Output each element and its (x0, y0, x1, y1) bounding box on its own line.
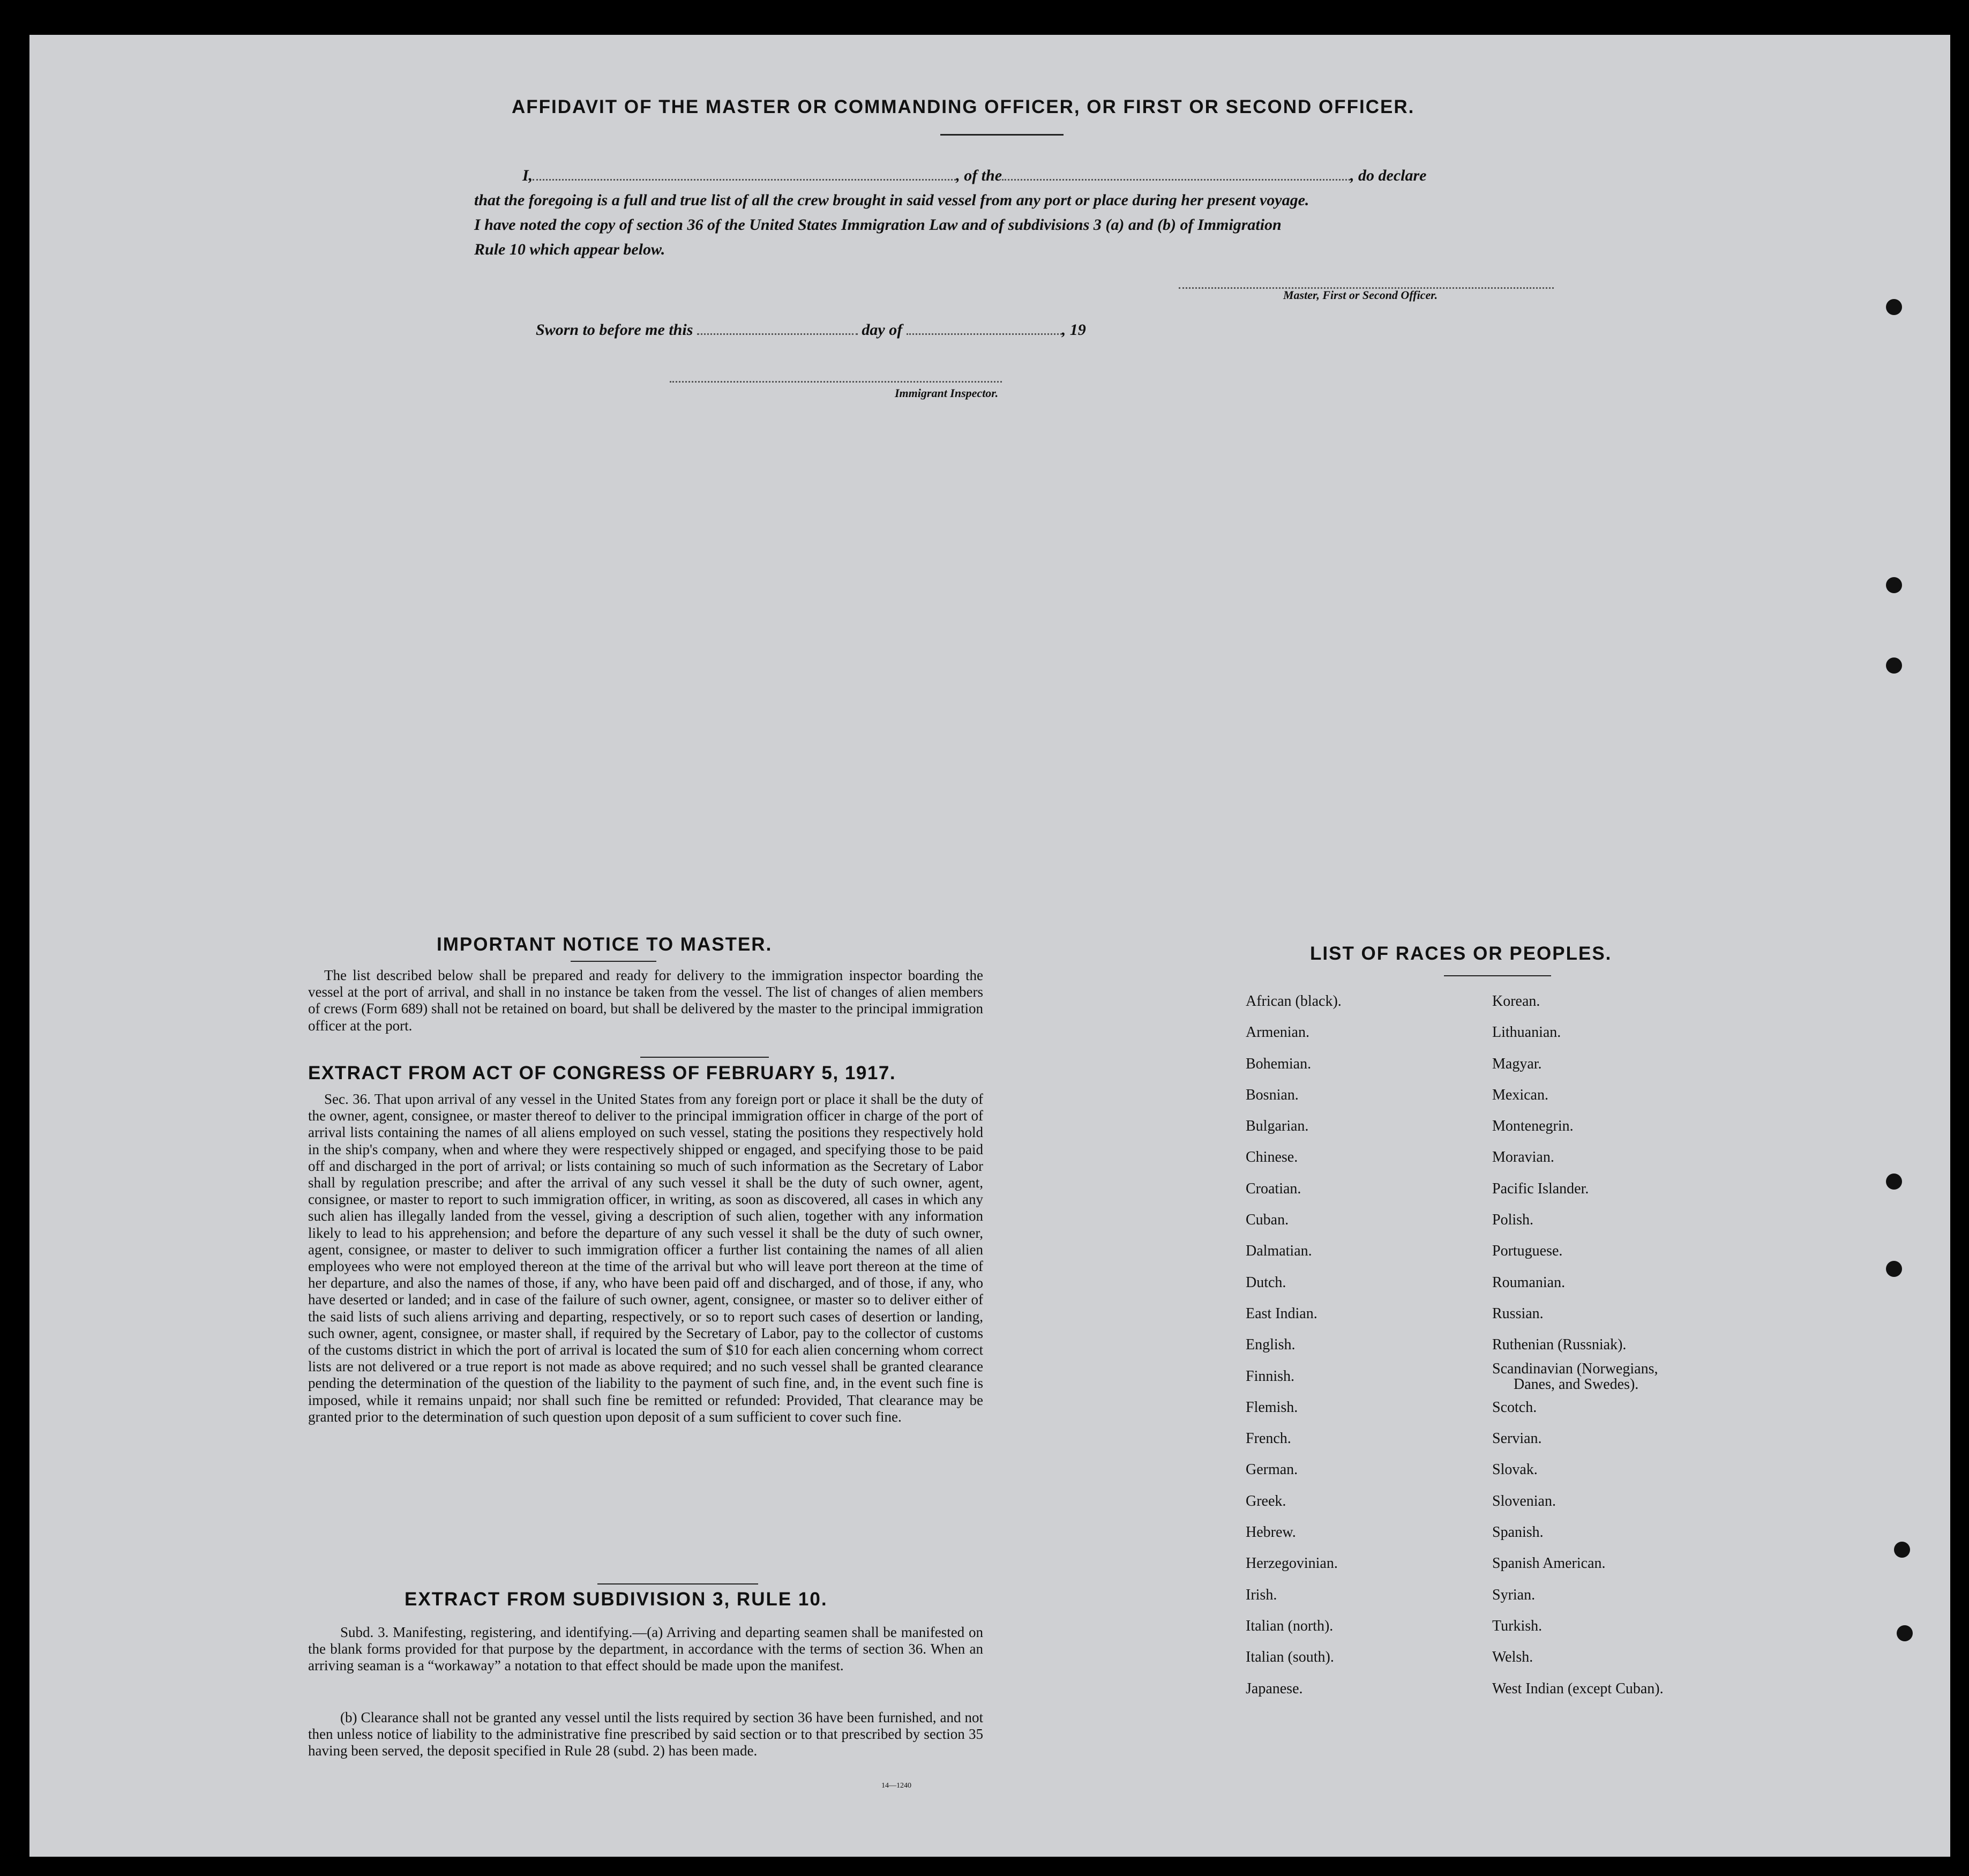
race-item: Polish. (1492, 1212, 1534, 1229)
name-blank (533, 176, 956, 181)
subdivision-text-a: Subd. 3. Manifesting, registering, and identifying.—(a) Arriving and departing seamen shall be manifested on the blank forms provided for that purpose by the department, in accordance with the terms of section 36. When an arriving seaman is a “workaway” a notation to that effect should be made upon the manifest. (308, 1624, 983, 1674)
race-item: Irish. (1246, 1586, 1277, 1603)
race-item: Spanish American. (1492, 1555, 1606, 1572)
month-blank (907, 330, 1062, 335)
affidavit-title-rule (940, 134, 1064, 136)
punch-hole (1886, 1174, 1902, 1190)
race-item: Flemish. (1246, 1399, 1298, 1416)
race-item: Chinese. (1246, 1149, 1298, 1166)
race-item: Cuban. (1246, 1212, 1289, 1229)
affidavit-i: I, (522, 167, 533, 184)
races-title-rule (1444, 975, 1551, 976)
affidavit-line-1 (474, 163, 1562, 188)
race-item: Pacific Islander. (1492, 1180, 1589, 1197)
race-item: African (black). (1246, 993, 1342, 1010)
race-item: Bulgarian. (1246, 1118, 1309, 1135)
races-column-1 (1246, 986, 1342, 1705)
act-title: EXTRACT FROM ACT OF CONGRESS OF FEBRUARY 5, 1917. (308, 1063, 896, 1083)
race-item: Syrian. (1492, 1586, 1536, 1603)
race-item: Dalmatian. (1246, 1243, 1312, 1260)
race-item: Russian. (1492, 1305, 1544, 1322)
race-item-scandinavian: Scandinavian (Norwegians, Danes, and Swedes). (1492, 1360, 1658, 1393)
race-item: Moravian. (1492, 1149, 1554, 1166)
race-item: West Indian (except Cuban). (1492, 1680, 1664, 1697)
inspector-caption: Immigrant Inspector. (895, 386, 999, 400)
race-item: Bosnian. (1246, 1086, 1299, 1103)
act-rule (597, 1583, 758, 1584)
race-item: Japanese. (1246, 1680, 1303, 1697)
race-item: Croatian. (1246, 1180, 1301, 1197)
race-item: Italian (north). (1246, 1617, 1334, 1634)
notice-title: IMPORTANT NOTICE TO MASTER. (437, 934, 773, 955)
subdivision-text-b: (b) Clearance shall not be granted any vessel until the lists required by section 36 have been furnished, and not then unless notice of liability to the administrative fine prescribed by said section or to that prescribed by section 35 having been served, the deposit specified in Rule 28 (subd. 2) has been made. (308, 1709, 983, 1759)
punch-hole (1897, 1625, 1913, 1641)
race-item: Portuguese. (1492, 1243, 1563, 1260)
day-blank (697, 330, 858, 335)
sworn-line (536, 318, 1623, 342)
race-item: Bohemian. (1246, 1055, 1312, 1072)
act-text: Sec. 36. That upon arrival of any vessel in the United States from any foreign port or place it shall be the duty of the owner, agent, consignee, or master thereof to deliver to the principal immigration officer in charge of the port of arrival lists containing the names of all aliens employed on such vessel, stating the positions they respectively hold in the ship's company, when and where they were respectively shipped or engaged, and specifying those to be paid off and discharged in the port of arrival; or lists containing so much of such information as the Secretary of Labor shall by regulation prescribe; and after the arrival of any such vessel it shall be the duty of such owner, agent, consignee, or master to report to such immigration officer, in writing, as soon as discovered, all cases in which any such alien has illegally landed from the vessel, giving a description of such alien, together with any information likely to lead to his apprehension; and before the departure of any such vessel it shall be the duty of such owner, agent, consignee, or master to deliver to such immigration officer a further list containing the names of all alien employees who were not employed thereon at the time of the arrival but who will leave port thereon at the time of her departure, and also the names of those, if any, who have been paid off and discharged, and of those, if any, who have deserted or landed; and in case of the failure of such owner, agent, consignee, or master so to deliver either of the said lists of such aliens arriving and departing, respectively, or so to report such cases of desertion or landing, such owner, agent, consignee, or master shall, if required by the Secretary of Labor, pay to the collector of customs of the customs district in which the port of arrival is located the sum of $10 for each alien concerning whom correct lists are not delivered or a true report is not made as above required; and no such vessel shall be granted clearance pending the determination of the question of the liability to the payment of such fine, and, in the event such fine is imposed, while it remains unpaid; nor shall such fine be remitted or refunded: Provided, That clearance may be granted prior to the determination of such question upon deposit of a sum sufficient to cover such fine. (308, 1091, 983, 1425)
master-signature-caption: Master, First or Second Officer. (1283, 288, 1438, 302)
race-item: Armenian. (1246, 1024, 1309, 1041)
punch-hole (1886, 1261, 1902, 1277)
affidavit-line-4: Rule 10 which appear below. (474, 241, 665, 258)
race-item: Dutch. (1246, 1274, 1286, 1291)
subdivision-title: EXTRACT FROM SUBDIVISION 3, RULE 10. (405, 1589, 828, 1610)
race-item: Hebrew. (1246, 1524, 1296, 1541)
vessel-blank (1002, 176, 1350, 181)
race-item: Ruthenian (Russniak). (1492, 1336, 1627, 1354)
race-item: English. (1246, 1336, 1296, 1354)
race-item: Slovenian. (1492, 1492, 1556, 1509)
notice-title-rule (571, 961, 656, 962)
punch-hole (1894, 1542, 1910, 1558)
race-item: Mexican. (1492, 1086, 1548, 1103)
race-item: Korean. (1492, 993, 1540, 1010)
sworn-text: Sworn to before me this (536, 321, 693, 339)
document-page (29, 35, 1950, 1857)
punch-hole (1886, 657, 1902, 674)
race-item: Roumanian. (1492, 1274, 1566, 1291)
affidavit-statement (474, 163, 1562, 262)
affidavit-line-3: I have noted the copy of section 36 of the United States Immigration Law and of subdivisions 3 (a) and (b) of Immigration (474, 216, 1282, 234)
affidavit-declare: , do declare (1350, 167, 1427, 184)
race-item: Finnish. (1246, 1367, 1295, 1385)
races-title: LIST OF RACES OR PEOPLES. (1310, 943, 1612, 964)
inspector-signature-line (670, 378, 1002, 383)
affidavit-line-2: that the foregoing is a full and true list of all the crew brought in said vessel from any port or place during her present voyage. (474, 191, 1309, 209)
punch-hole (1886, 299, 1902, 315)
race-item: Slovak. (1492, 1461, 1538, 1478)
race-item: German. (1246, 1461, 1298, 1478)
race-item: Lithuanian. (1492, 1024, 1561, 1041)
race-item: Welsh. (1492, 1649, 1533, 1666)
race-item: Magyar. (1492, 1055, 1542, 1072)
races-column-2 (1492, 986, 1664, 1705)
affidavit-of-the: , of the (956, 167, 1002, 184)
day-of-text: day of (862, 321, 903, 339)
race-item: Spanish. (1492, 1524, 1544, 1541)
punch-hole (1886, 577, 1902, 593)
race-item: Montenegrin. (1492, 1118, 1574, 1135)
race-item: Scotch. (1492, 1399, 1537, 1416)
affidavit-title: AFFIDAVIT OF THE MASTER OR COMMANDING OFFICER, OR FIRST OR SECOND OFFICER. (512, 96, 1415, 117)
race-item: Greek. (1246, 1492, 1286, 1509)
race-item: Servian. (1492, 1430, 1542, 1447)
notice-text: The list described below shall be prepared and ready for delivery to the immigration inspector boarding the vessel at the port of arrival, and shall in no instance be taken from the vessel. The list of changes of alien members of crews (Form 689) shall not be retained on board, but shall be delivered by the master to the principal immigration officer at the port. (308, 967, 983, 1034)
form-number: 14—1240 (881, 1782, 911, 1790)
race-item: Herzegovinian. (1246, 1555, 1338, 1572)
race-item: Italian (south). (1246, 1649, 1334, 1666)
race-item: Turkish. (1492, 1617, 1543, 1634)
year-text: , 19 (1061, 321, 1086, 339)
race-item: East Indian. (1246, 1305, 1317, 1322)
notice-rule (640, 1057, 769, 1058)
race-item: French. (1246, 1430, 1291, 1447)
